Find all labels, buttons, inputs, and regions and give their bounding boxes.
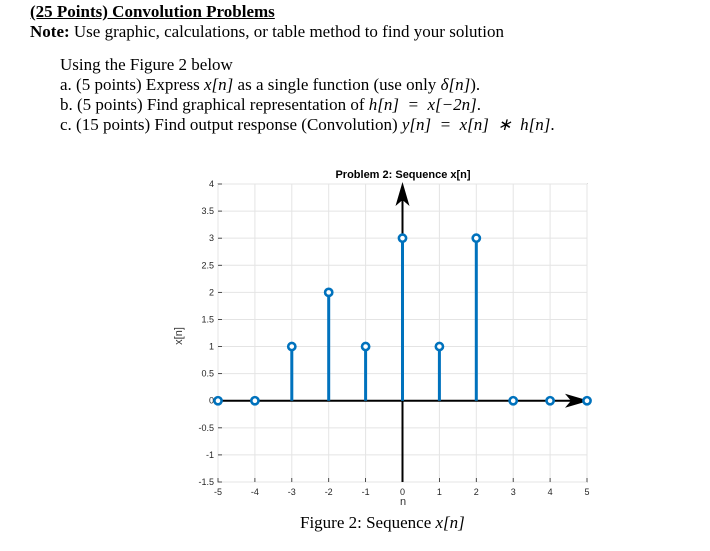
math-h-def: h[n] = x[−2n] bbox=[368, 95, 477, 114]
note-text: Use graphic, calculations, or table method to find your solution bbox=[69, 22, 505, 41]
stem-marker bbox=[436, 343, 443, 350]
stem-marker bbox=[547, 397, 554, 404]
problem-heading: (25 Points) Convolution Problems bbox=[30, 2, 275, 21]
stem-marker bbox=[325, 289, 332, 296]
stem-marker bbox=[362, 343, 369, 350]
part-a bbox=[60, 75, 555, 95]
stem-marker bbox=[214, 397, 221, 404]
plot-title: Problem 2: Sequence x[n] bbox=[335, 169, 471, 181]
caption-math: x[n] bbox=[435, 513, 465, 532]
x-tick-label: 0 bbox=[399, 487, 406, 497]
stem-marker bbox=[510, 397, 517, 404]
x-tick-label: -4 bbox=[250, 487, 259, 497]
x-tick-label: 5 bbox=[584, 487, 590, 497]
x-tick-label: -2 bbox=[324, 487, 333, 497]
intro-line: Using the Figure 2 below bbox=[60, 55, 233, 74]
stem-marker bbox=[473, 235, 480, 242]
y-tick-label: 3 bbox=[208, 233, 214, 244]
y-axis-label: x[n] bbox=[173, 327, 185, 345]
stem-marker bbox=[251, 397, 258, 404]
part-b bbox=[60, 95, 555, 115]
x-tick-label: -3 bbox=[287, 487, 296, 497]
y-tick-label: 3.5 bbox=[201, 206, 214, 217]
problem-parts bbox=[60, 55, 555, 135]
part-c bbox=[60, 115, 555, 135]
part-a-mid: as a single function (use only bbox=[233, 75, 441, 94]
x-tick-label: -5 bbox=[213, 487, 223, 497]
note-label: Note: bbox=[30, 22, 70, 41]
x-tick-label: -1 bbox=[361, 487, 370, 497]
x-tick-label: 4 bbox=[547, 487, 553, 497]
math-delta: δ[n] bbox=[440, 75, 471, 94]
y-tick-label: 0 bbox=[208, 395, 214, 406]
part-b-suffix: . bbox=[476, 95, 481, 114]
stem-marker bbox=[583, 397, 590, 404]
y-tick-label: 1 bbox=[208, 341, 214, 352]
caption-prefix: Figure 2: Sequence bbox=[300, 513, 436, 532]
x-tick-label: 3 bbox=[510, 487, 516, 497]
y-tick-label: -1 bbox=[205, 449, 214, 460]
y-tick-label: 2.5 bbox=[201, 260, 214, 271]
math-conv: y[n] = x[n] ∗ h[n] bbox=[401, 115, 551, 134]
x-tick-label: 1 bbox=[436, 487, 442, 497]
figure-caption bbox=[300, 513, 465, 533]
stem-plot bbox=[160, 162, 610, 512]
math-xn: x[n] bbox=[204, 75, 234, 94]
x-tick-label: 2 bbox=[473, 487, 479, 497]
part-c-prefix: c. (15 points) Find output response (Convolution) bbox=[60, 115, 402, 134]
y-tick-label: 0.5 bbox=[201, 368, 214, 379]
y-tick-label: -0.5 bbox=[198, 422, 214, 433]
y-tick-label: -1.5 bbox=[198, 477, 214, 487]
note-line bbox=[30, 22, 504, 42]
stem-marker bbox=[399, 235, 406, 242]
y-tick-label: 4 bbox=[208, 179, 214, 189]
part-c-suffix: . bbox=[550, 115, 555, 134]
y-tick-label: 2 bbox=[208, 287, 214, 298]
x-axis-label: n bbox=[399, 496, 407, 508]
part-b-prefix: b. (5 points) Find graphical representation of bbox=[60, 95, 369, 114]
y-tick-label: 1.5 bbox=[201, 314, 214, 325]
stem-marker bbox=[288, 343, 295, 350]
part-a-suffix: ). bbox=[470, 75, 481, 94]
part-a-prefix: a. (5 points) Express bbox=[60, 75, 205, 94]
